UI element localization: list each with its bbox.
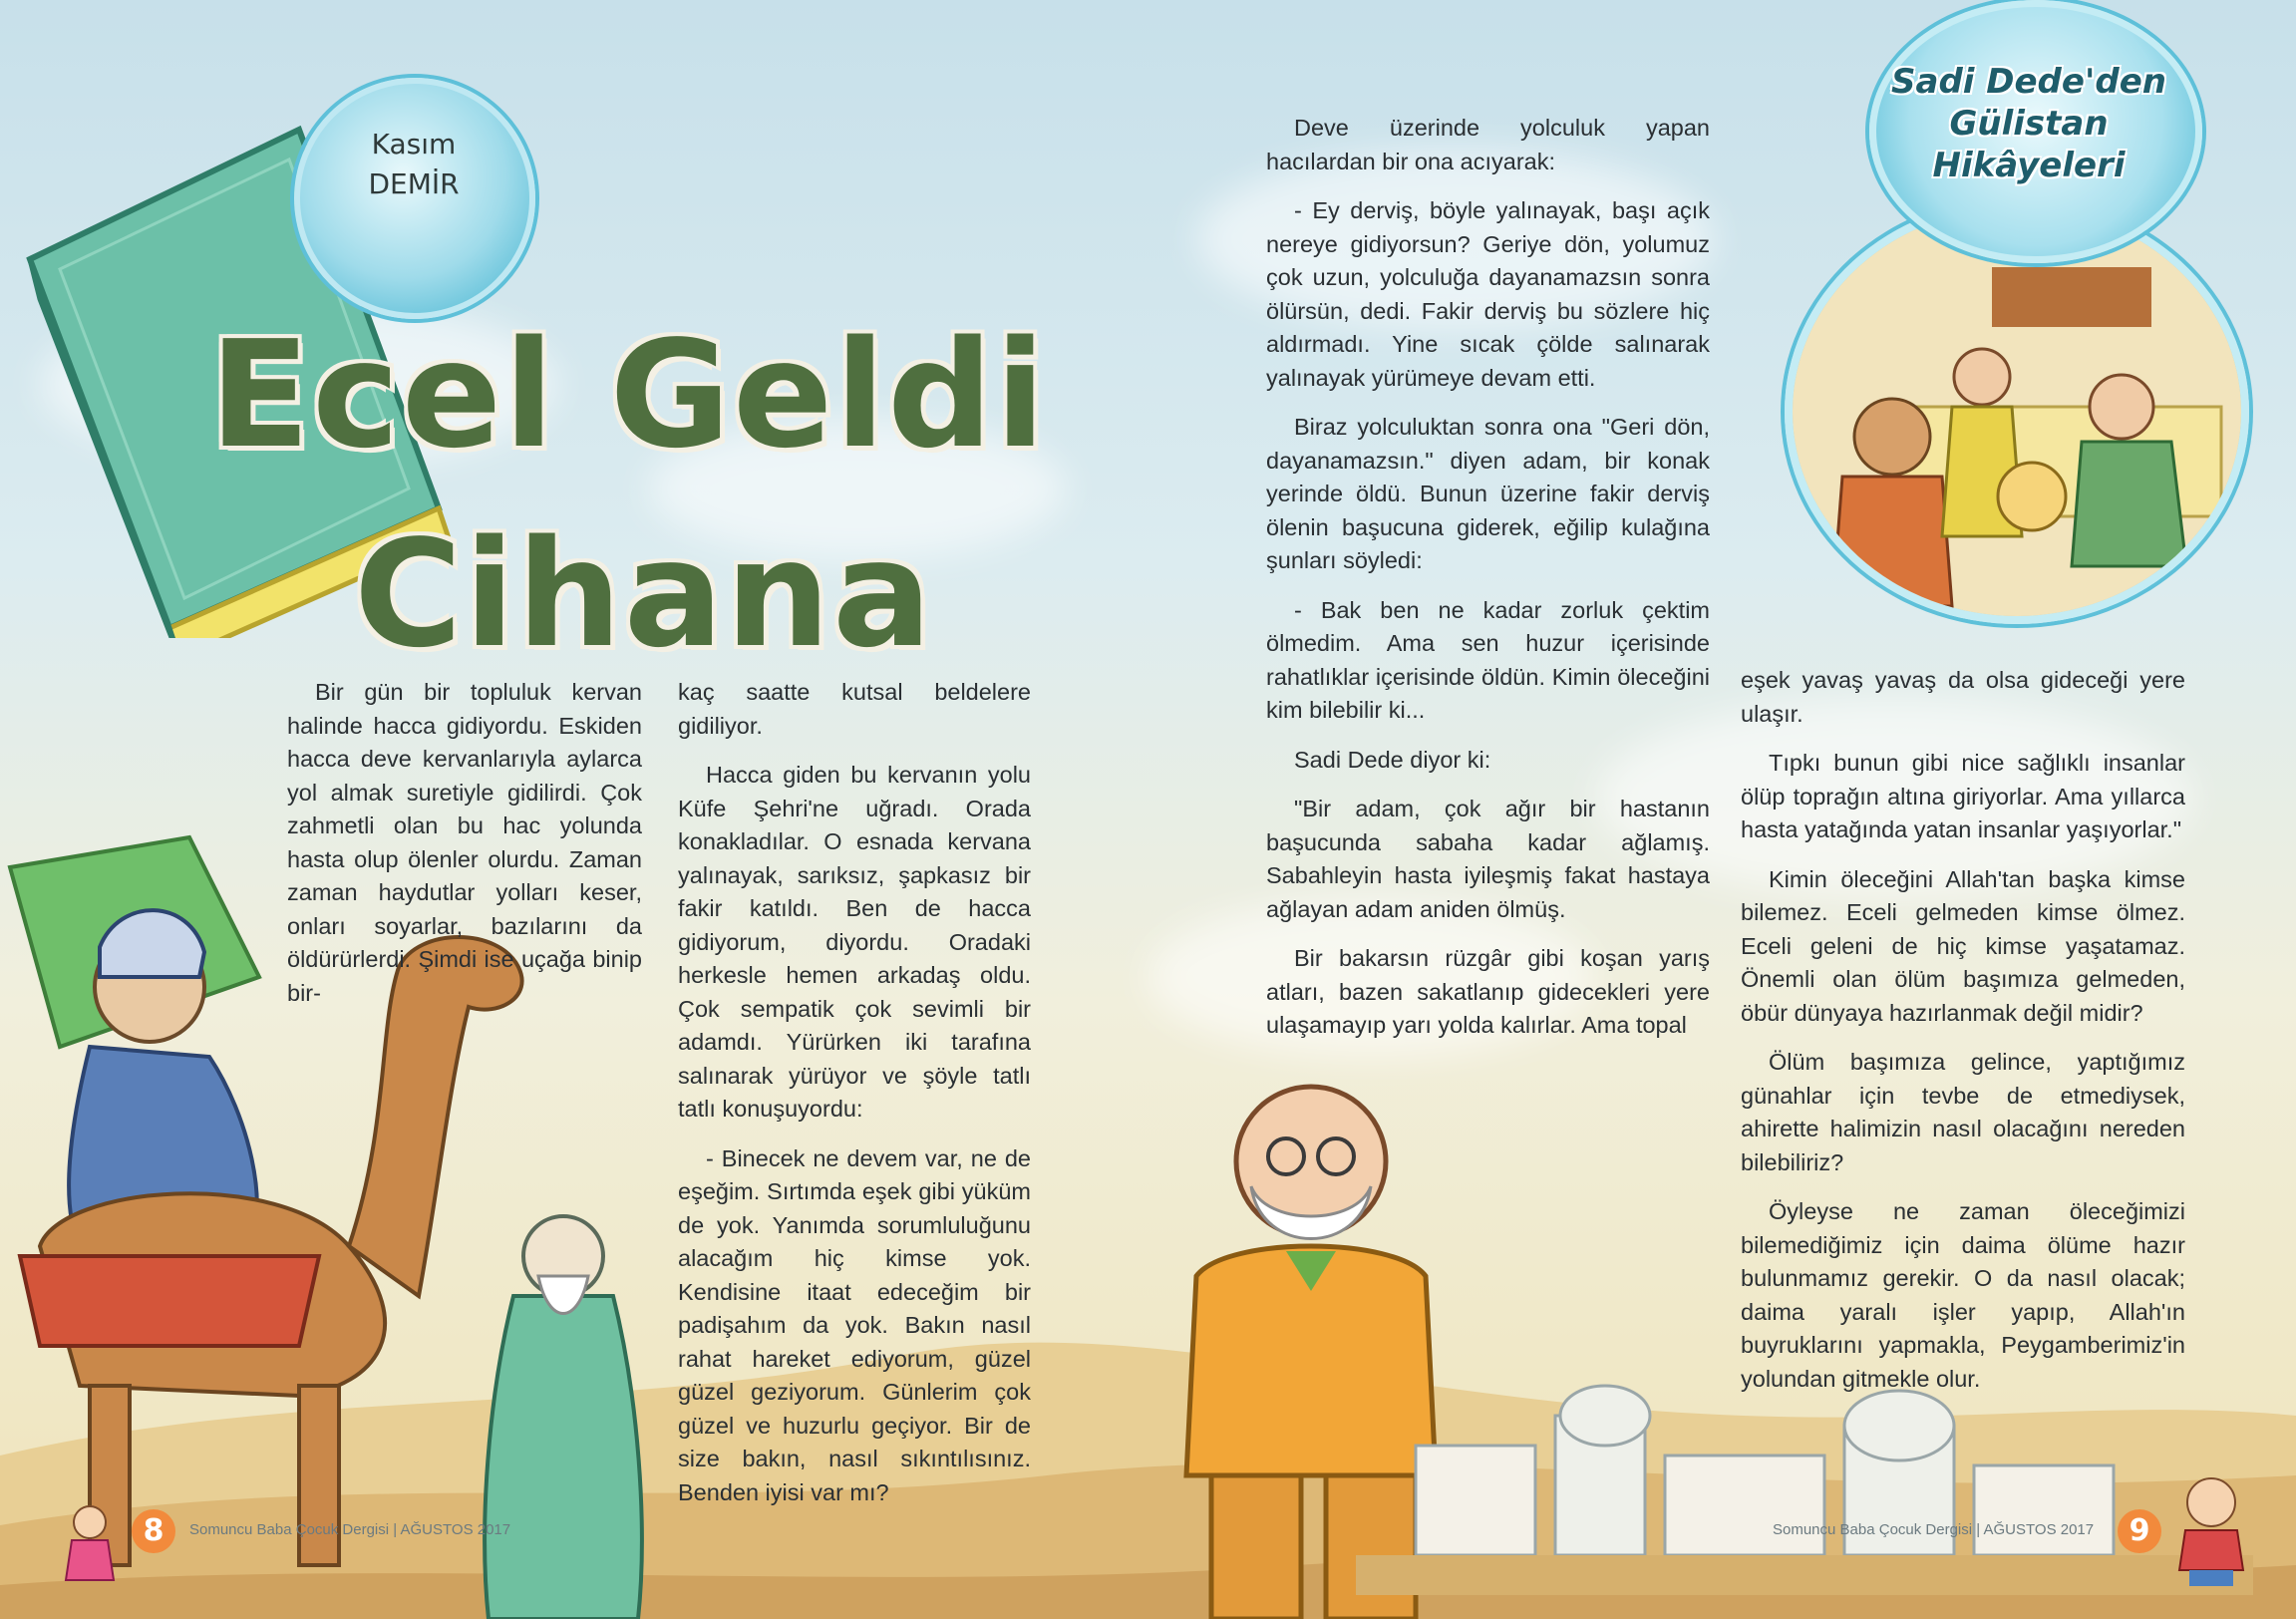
column-4 (1741, 664, 2185, 1412)
paragraph: "Bir adam, çok ağır bir hastanın başucunda sabaha kadar ağlamış. Sabahleyin hasta iyileşmiş fakat hastaya ağlayan adam aniden ölmüş. (1266, 796, 1710, 922)
paragraph: Deve üzerinde yolculuk yapan hacılardan bir ona acıyarak: (1266, 115, 1710, 174)
column-2 (678, 676, 1031, 1525)
series-title-line-2: Gülistan (1949, 104, 2109, 144)
column-1 (287, 676, 642, 1026)
paragraph: Kimin öleceğini Allah'tan başka kimse bilemez. Eceli gelmeden kimse ölmez. Eceli geleni de hiç kimse yaşatamaz. Önemli olan ölüm başımıza gelmeden, öbür dünyaya hazırlanmak değil midir? (1741, 865, 2185, 1026)
paragraph: Ölüm başımıza gelince, yaptığımız günahlar için tevbe de etmediysek, ahirette halimizin nasıl olacağını nereden bilebiliriz? (1741, 1049, 2185, 1175)
paragraph: eşek yavaş yavaş da olsa gideceği yere ulaşır. (1741, 667, 2185, 727)
boy-mascot-icon (2171, 1470, 2251, 1590)
dervish-illustration (469, 1196, 658, 1619)
paragraph: kaç saatte kutsal beldelere gidiliyor. (678, 679, 1031, 739)
footer-right: Somuncu Baba Çocuk Dergisi | AĞUSTOS 2017 (1773, 1521, 2095, 1538)
author-last-name: DEMİR (368, 167, 460, 200)
paragraph: Hacca giden bu kervanın yolu Küfe Şehri'ne uğradı. Orada konakladılar. O esnada kervana yalınayak, sarıksız, şapkasız bir fakir katıldı. Ben de hacca gidiyorum, diyordu. Oradaki herkesle hemen arkadaş oldu. Çok sempatik çok sevimli bir adamdı. Yürürken iki tarafına salınarak yürüyor ve şöyle tatlı tatlı konuşuyordu: (678, 762, 1031, 1122)
column-3 (1266, 112, 1710, 1059)
title-line-2: Cihana (354, 508, 934, 680)
paragraph: Öyleyse ne zaman öleceğimizi bilemediğimiz için daima ölüme hazır bulunmamız gerekir. O da nasıl olacak; daima yaralı işler yapıp, Allah'ın buyruklarını yapmakla, Peygamberimiz'in yolundan gitmekle olur. (1741, 1198, 2185, 1392)
page-number-right: 9 (2118, 1509, 2161, 1553)
paragraph: - Bak ben ne kadar zorluk çektim ölmedim. Ama sen huzur içerisinde rahatlıklar içerisinde öldün. Kimin öleceğini kim bilebilir ki... (1266, 596, 1710, 723)
paragraph: Bir bakarsın rüzgâr gibi koşan yarış atları, bazen sakatlanıp gidecekleri yere ulaşamayıp yarı yolda kalırlar. Ama topal (1266, 945, 1710, 1038)
paragraph: Tıpkı bunun gibi nice sağlıklı insanlar ölüp toprağın altına giriyorlar. Ama yıllarca hasta yatağında yatan insanlar yaşıyorlar." (1741, 750, 2185, 842)
paragraph: Bir gün bir topluluk kervan halinde hacca gidiyordu. Eskiden hacca deve kervanlarıyla aylarca yol almak suretiyle gidilirdi. Çok zahmetli olan bu hac yolunda hasta olup ölenler olurdu. Zaman zaman haydutlar yolları keser, onları soyarlar, bazılarını da öldürürlerdi. Şimdi ise uçağa binip bir- (287, 679, 642, 1006)
series-title-line-1: Sadi Dede'den (1891, 62, 2166, 102)
author-first-name: Kasım (371, 128, 457, 161)
paragraph: Biraz yolculuktan sonra ona "Geri dön, dayanamazsın." diyen adam, bir konak yerinde öldü. Bunun üzerine fakir derviş ölenin başucuna giderek, eğilip kulağına şunları söyledi: (1266, 414, 1710, 573)
footer-left: Somuncu Baba Çocuk Dergisi | AĞUSTOS 2017 (189, 1521, 511, 1538)
paragraph: - Ey derviş, böyle yalınayak, başı açık nereye gidiyorsun? Geriye dön, yolumuz çok uzun, yolculuğa dayanamazsın sonra ölürsün, dedi. Fakir derviş bu sözlere hiç aldırmadı. Yine sıcak çölde salınarak yalınayak yürümeye devam etti. (1266, 197, 1710, 391)
paragraph: Sadi Dede diyor ki: (1294, 746, 1491, 773)
page-number-left: 8 (132, 1509, 175, 1553)
series-picture (1785, 199, 2249, 624)
paragraph: - Binecek ne devem var, ne de eşeğim. Sırtımda eşek gibi yüküm de yok. Yanımda sorumluluğunu alacağım hiç kimse yok. Kendisine itaat edeceğim bir padişahım da yok. Bakın nasıl rahat hareket ediyorum, güzel güzel geziyorum. Günlerim çok güzel ve huzurlu geçiyor. Bir de size bakın, nasıl sıkıntılısınız. Benden iyisi var mı? (678, 1144, 1031, 1505)
girl-mascot-icon (60, 1500, 120, 1590)
series-title-line-3: Hikâyeleri (1932, 146, 2126, 185)
storytelling-scene (1793, 207, 2241, 616)
title-line-1: Ecel Geldi (209, 309, 1048, 481)
